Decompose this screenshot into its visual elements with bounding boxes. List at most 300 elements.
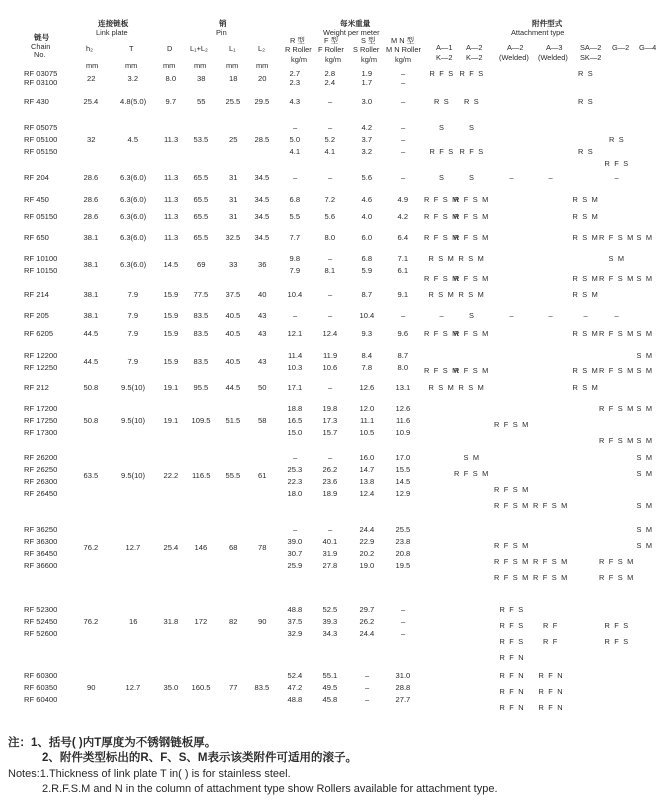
weight-value: 27.8 [322,561,338,570]
t-value: 4.5 [127,135,139,144]
weight-value: 11.4 [288,351,303,360]
attachment-mark: S M [636,525,654,534]
l1l2-value: 146 [194,543,208,552]
weight-value: – [328,290,333,299]
s-roller: S Roller [353,45,380,54]
attachment-mark: R F N [499,653,525,662]
weight-value: 6.1 [397,266,409,275]
attachment-mark: – [509,311,515,320]
chain-no: RF 36600 [24,561,58,570]
weight-value: 10.6 [322,363,338,372]
weight-value: 26.2 [322,465,338,474]
weight-value: 20.8 [395,549,411,558]
l2-value: 43 [258,329,267,338]
weight-value: 3.0 [361,97,373,106]
attachment-mark: S [469,173,476,182]
attachment-mark: R F N [499,703,525,712]
weight-value: 3.7 [361,135,373,144]
l1l2-value: 109.5 [191,416,211,425]
weight-value: – [328,383,333,392]
weight-value: 13.1 [395,383,411,392]
r-type: R 型 [290,36,305,45]
l1-value: 40.5 [225,357,241,366]
h2-value: 38.1 [83,233,99,242]
l1l2-value: 65.5 [193,195,209,204]
weight-value: 10.5 [359,428,375,437]
chain-no: RF 650 [24,233,49,242]
d-value: 11.3 [164,173,179,182]
weight-value: 15.5 [395,465,411,474]
l1-value: 31 [229,212,238,221]
weight-value: 4.1 [324,147,336,156]
weight-value: 30.7 [287,549,303,558]
l1-value: 51.5 [225,416,241,425]
t-value: 9.5(10) [121,383,146,392]
l1l2-value: 53.5 [193,135,209,144]
attachment-mark: S [439,173,446,182]
weight-value: 20.2 [359,549,375,558]
weight-value: 7.1 [397,254,409,263]
unit-mm: mm [86,61,99,70]
chain-no: RF 17250 [24,416,58,425]
d-value: 19.1 [163,416,179,425]
att-sa2: SA—2 [580,43,602,52]
weight-value: – [401,78,406,87]
t-value: 9.5(10) [121,471,146,480]
weight-value: 31.9 [322,549,338,558]
weight-value: 25.5 [395,525,411,534]
weight-value: – [401,311,406,320]
weight-value: 8.7 [361,290,373,299]
chain-no: RF 212 [24,383,49,392]
h2-value: 63.5 [83,471,99,480]
l1-value: 33 [229,260,238,269]
l1l2-value: 65.5 [193,212,209,221]
note-en-2: 2.R.F.S.M and N in the column of attachment type show Rollers available for attachment type. [42,783,498,795]
d-value: 35.0 [163,683,179,692]
weight-value: 28.8 [395,683,411,692]
h2-value: 38.1 [83,290,99,299]
chain-no: RF 214 [24,290,49,299]
l2-value: 78 [258,543,267,552]
attachment-mark: R F S M [454,195,490,204]
weight-value: 29.7 [359,605,375,614]
attachment-mark: R S M [572,383,600,392]
attachment-mark: S M [636,541,654,550]
l1l2-value: 65.5 [193,233,209,242]
t-value: 6.3(6.0) [120,195,147,204]
chain-no: RF 205 [24,311,49,320]
weight-value: – [401,617,406,626]
chain-no: RF 52450 [24,617,58,626]
weight-value: 22.9 [359,537,375,546]
f-roller: F Roller [318,45,344,54]
attachment-mark: – [583,311,589,320]
col-h2: h₂ [86,44,93,53]
attachment-mark: R F S [499,621,525,630]
l1l2-value: 77.5 [193,290,209,299]
weight-value: 15.0 [287,428,303,437]
l1-value: 40.5 [225,329,241,338]
unit-mm: mm [194,61,207,70]
attachment-mark: R F S M [454,233,490,242]
l1-value: 44.5 [225,383,241,392]
chain-no: RF 52300 [24,605,58,614]
weight-value: 12.6 [359,383,375,392]
note-en-1: Notes:1.Thickness of link plate T in( ) is for stainless steel. [8,768,291,780]
attachment-mark: R S M [458,254,486,263]
unit-mm: mm [163,61,176,70]
l1l2-value: 83.5 [193,311,209,320]
attachment-mark: R F S M [599,557,635,566]
attachment-mark: S M [636,233,654,242]
d-value: 31.8 [163,617,179,626]
weight-value: – [328,97,333,106]
attachment-mark: S M [463,453,481,462]
weight-value: 52.5 [322,605,338,614]
weight-value: – [328,311,333,320]
l1l2-value: 38 [197,73,206,83]
attachment-mark: R F S M [599,573,635,582]
unit-mm: mm [125,61,138,70]
l2-value: 90 [258,617,267,626]
weight-value: – [401,173,406,182]
t-value: 6.3(6.0) [120,173,147,182]
t-value: 9.5(10) [121,416,146,425]
weight-value: 15.7 [322,428,338,437]
weight-value: 27.7 [395,695,411,704]
attachment-mark: R F S M [599,329,635,338]
weight-value: 19.0 [359,561,375,570]
weight-value: 12.0 [359,404,375,413]
d-value: 15.9 [163,311,179,320]
attachment-mark: R S [464,97,480,106]
l2-value: 43 [258,357,267,366]
attachment-mark: – [548,311,554,320]
weight-value: 52.4 [287,671,303,680]
mn-roller: M N Roller [386,45,421,54]
t-value: 7.9 [127,290,139,299]
weight-value: 14.7 [359,465,375,474]
chain-no: RF 450 [24,195,49,204]
chain-no: RF 26300 [24,477,58,486]
weight-value: – [401,69,406,78]
t-value: 12.7 [125,543,141,552]
attachment-mark: R F S M [424,212,460,221]
unit-kgm: kg/m [291,55,308,64]
weight-value: 7.2 [324,195,336,204]
weight-value: – [401,629,406,638]
weight-value: – [365,695,370,704]
h2-value: 76.2 [83,543,99,552]
att-g2: G—2 [612,43,630,52]
l1-value: 25.5 [225,97,241,106]
attachment-mark: – [509,173,515,182]
l1-value: 77 [229,683,238,692]
chain-no: RF 05075 [24,123,58,132]
weight-value: 4.1 [289,147,301,156]
att-welded-a3: (Welded) [538,53,568,62]
t-value: 6.3(6.0) [120,212,147,221]
attachment-mark: R F S [459,147,485,156]
weight-value: 32.9 [287,629,303,638]
chain-no: RF 36250 [24,525,58,534]
attachment-mark: S M [636,329,654,338]
weight-value: 7.9 [289,266,301,275]
l2-value: 29.5 [254,97,270,106]
h2-value: 28.6 [83,173,99,182]
weight-value: 1.9 [361,69,373,78]
attach-en: Attachment type [511,28,565,37]
weight-value: 13.8 [359,477,375,486]
weight-value: 1.7 [361,78,373,87]
chain-no: RF 204 [24,173,49,182]
chain-no: RF 03100 [24,78,58,87]
chain-no: RF 26200 [24,453,58,462]
attachment-mark: S M [636,274,654,283]
h2-value: 28.6 [83,212,99,221]
pin-en: Pin [216,28,227,37]
weight-value: 39.0 [287,537,303,546]
weight-value: 37.5 [287,617,303,626]
chain-no: RF 10150 [24,266,58,275]
col-l2: L₂ [258,44,265,53]
att-welded-a2: (Welded) [499,53,529,62]
chain-no: RF 60400 [24,695,58,704]
h2-value: 28.6 [83,195,99,204]
weight-value: – [401,147,406,156]
l1l2-value: 55 [197,97,206,106]
attachment-mark: R S M [428,254,456,263]
weight-value: 18.9 [322,489,338,498]
attachment-mark: S M [636,404,654,413]
weight-value: 23.8 [395,537,411,546]
l1-value: 32.5 [225,233,241,242]
t-value: 7.9 [127,311,139,320]
h2-value: 50.8 [83,383,99,392]
weight-value: 22.3 [287,477,303,486]
l2-value: 34.5 [254,195,270,204]
d-value: 11.3 [164,212,179,221]
weight-value: 17.0 [395,453,411,462]
weight-value: 12.4 [359,489,375,498]
weight-value: 4.2 [361,123,373,132]
chain-no: RF 36300 [24,537,58,546]
weight-value: 7.8 [361,363,373,372]
attachment-mark: R F S [604,621,630,630]
col-l1: L₁ [229,44,236,53]
weight-value: 25.9 [287,561,303,570]
chain-no: RF 03075 [24,69,58,78]
attachment-mark: R F S M [494,501,530,510]
d-value: 8.0 [165,73,177,83]
d-value: 14.5 [163,260,179,269]
note-zh-1: 注：1、括号( )内T厚度为不锈钢链板厚。 [8,737,217,749]
f-type: F 型 [324,36,338,45]
mn-type: M N 型 [391,36,414,45]
attachment-mark: R S M [428,290,456,299]
weight-value: 10.9 [395,428,411,437]
weight-value: 6.8 [289,195,301,204]
weight-value: 55.1 [322,671,338,680]
attachment-mark: R F S M [454,329,490,338]
t-value: 7.9 [127,357,139,366]
att-a1: A—1 [436,43,453,52]
weight-value: 2.4 [324,78,336,87]
weight-value: 9.6 [397,329,409,338]
weight-value: 4.9 [397,195,409,204]
attachment-mark: R F S M [533,501,569,510]
weight-value: 10.4 [287,290,303,299]
chain-no-en: Chain [31,42,51,51]
weight-value: 4.2 [397,212,409,221]
d-value: 15.9 [163,290,179,299]
d-value: 11.3 [164,195,179,204]
unit-mm: mm [256,61,269,70]
attachment-mark: R F S M [424,233,460,242]
h2-value: 50.8 [83,416,99,425]
weight-value: 34.3 [322,629,338,638]
chain-no: RF 6205 [24,329,54,338]
weight-value: 48.8 [287,605,303,614]
l2-value: 34.5 [254,173,270,182]
d-value: 15.9 [163,329,179,338]
l1l2-value: 116.5 [192,471,211,480]
chain-no-zh: 链号 [34,33,50,42]
col-l1l2: L₁+L₂ [190,44,208,53]
s-type: S 型 [361,36,376,45]
d-value: 11.3 [164,233,179,242]
attachment-mark: S M [636,453,654,462]
attachment-mark: R F [543,621,559,630]
chain-no: RF 05100 [24,135,58,144]
link-plate-en: Link plate [96,28,128,37]
l1-value: 68 [229,543,238,552]
attachment-mark: S M [636,501,654,510]
weight-value: 39.3 [322,617,338,626]
att-k2: K—2 [436,53,453,62]
attachment-mark: R S M [572,274,600,283]
weight-value: 9.3 [361,329,373,338]
l2-value: 61 [258,471,267,480]
weight-value: – [293,453,298,462]
l2-value: 36 [258,260,267,269]
weight-value: 24.4 [359,629,375,638]
l2-value: 20 [258,73,267,83]
chain-no: RF 17300 [24,428,58,437]
weight-value: 5.6 [324,212,336,221]
d-value: 25.4 [163,543,179,552]
t-value: 7.9 [127,329,139,338]
l1-value: 40.5 [225,311,241,320]
link-plate-zh: 连接链板 [98,19,129,28]
weight-value: 11.1 [360,416,375,425]
attachment-mark: R S [434,97,450,106]
weight-value: 2.3 [289,78,301,87]
weight-value: – [401,135,406,144]
chain-no: RF 17200 [24,404,58,413]
att-a2w: A—2 [507,43,524,52]
attachment-mark: R S M [572,195,600,204]
weight-value: 11.6 [396,416,411,425]
weight-value: 8.7 [397,351,409,360]
l2-value: 83.5 [254,683,270,692]
weight-value: – [401,123,406,132]
weight-value: 5.5 [289,212,301,221]
weight-value: 6.8 [361,254,373,263]
weight-value: – [328,453,333,462]
att-a2: A—2 [466,43,483,52]
weight-value: 7.7 [289,233,301,242]
weight-value: 4.3 [289,97,301,106]
unit-kgm: kg/m [325,55,342,64]
attachment-mark: R F S M [424,329,460,338]
attach-zh: 附件型式 [532,19,563,28]
weight-value: 4.6 [361,195,373,204]
weight-value: 49.5 [322,683,338,692]
l1l2-value: 69 [197,260,206,269]
d-value: 9.7 [165,97,177,106]
l1l2-value: 160.5 [191,683,211,692]
weight-value: 2.8 [324,69,336,78]
weight-value: 47.2 [287,683,303,692]
l2-value: 50 [258,383,267,392]
chain-no: RF 26450 [24,489,58,498]
att-sk2: SK—2 [580,53,602,62]
unit-kgm: kg/m [395,55,412,64]
attachment-mark: R S M [458,383,486,392]
l2-value: 58 [258,416,267,425]
attachment-mark: S [469,311,476,320]
t-value: 3.2 [127,73,139,83]
attachment-mark: R S M [572,290,600,299]
attachment-mark: R S [578,147,594,156]
weight-value: 17.3 [322,416,338,425]
attachment-mark: R F S M [494,557,530,566]
chain-no: RF 05150 [24,212,58,221]
unit-mm: mm [226,61,239,70]
weight-value: 40.1 [322,537,338,546]
weight-value: 18.0 [287,489,303,498]
weight-value: 5.9 [361,266,373,275]
weight-value: 4.0 [361,212,373,221]
attachment-mark: R F S [429,69,455,78]
weight-zh: 每米重量 [340,19,371,28]
chain-no: RF 52600 [24,629,58,638]
attachment-mark: R F S [499,605,525,614]
weight-value: 17.1 [287,383,303,392]
attachment-mark: R F S M [424,195,460,204]
chain-no: RF 12250 [24,363,58,372]
h2-value: 44.5 [83,357,99,366]
weight-value: 3.2 [361,147,373,156]
weight-value: 12.1 [287,329,303,338]
chain-no-en2: No. [34,50,46,59]
attachment-mark: R F S [459,69,485,78]
l2-value: 43 [258,311,267,320]
weight-value: 26.2 [359,617,375,626]
l1l2-value: 172 [194,617,208,626]
t-value: 16 [129,617,138,626]
attachment-mark: R F S [604,159,630,168]
h2-value: 22 [87,73,96,83]
chain-no: RF 430 [24,97,49,106]
attachment-mark: R F S M [494,541,530,550]
chain-no: RF 26250 [24,465,58,474]
attachment-mark: R S M [572,233,600,242]
attachment-mark: S M [636,366,654,375]
weight-value: 2.7 [289,69,301,78]
